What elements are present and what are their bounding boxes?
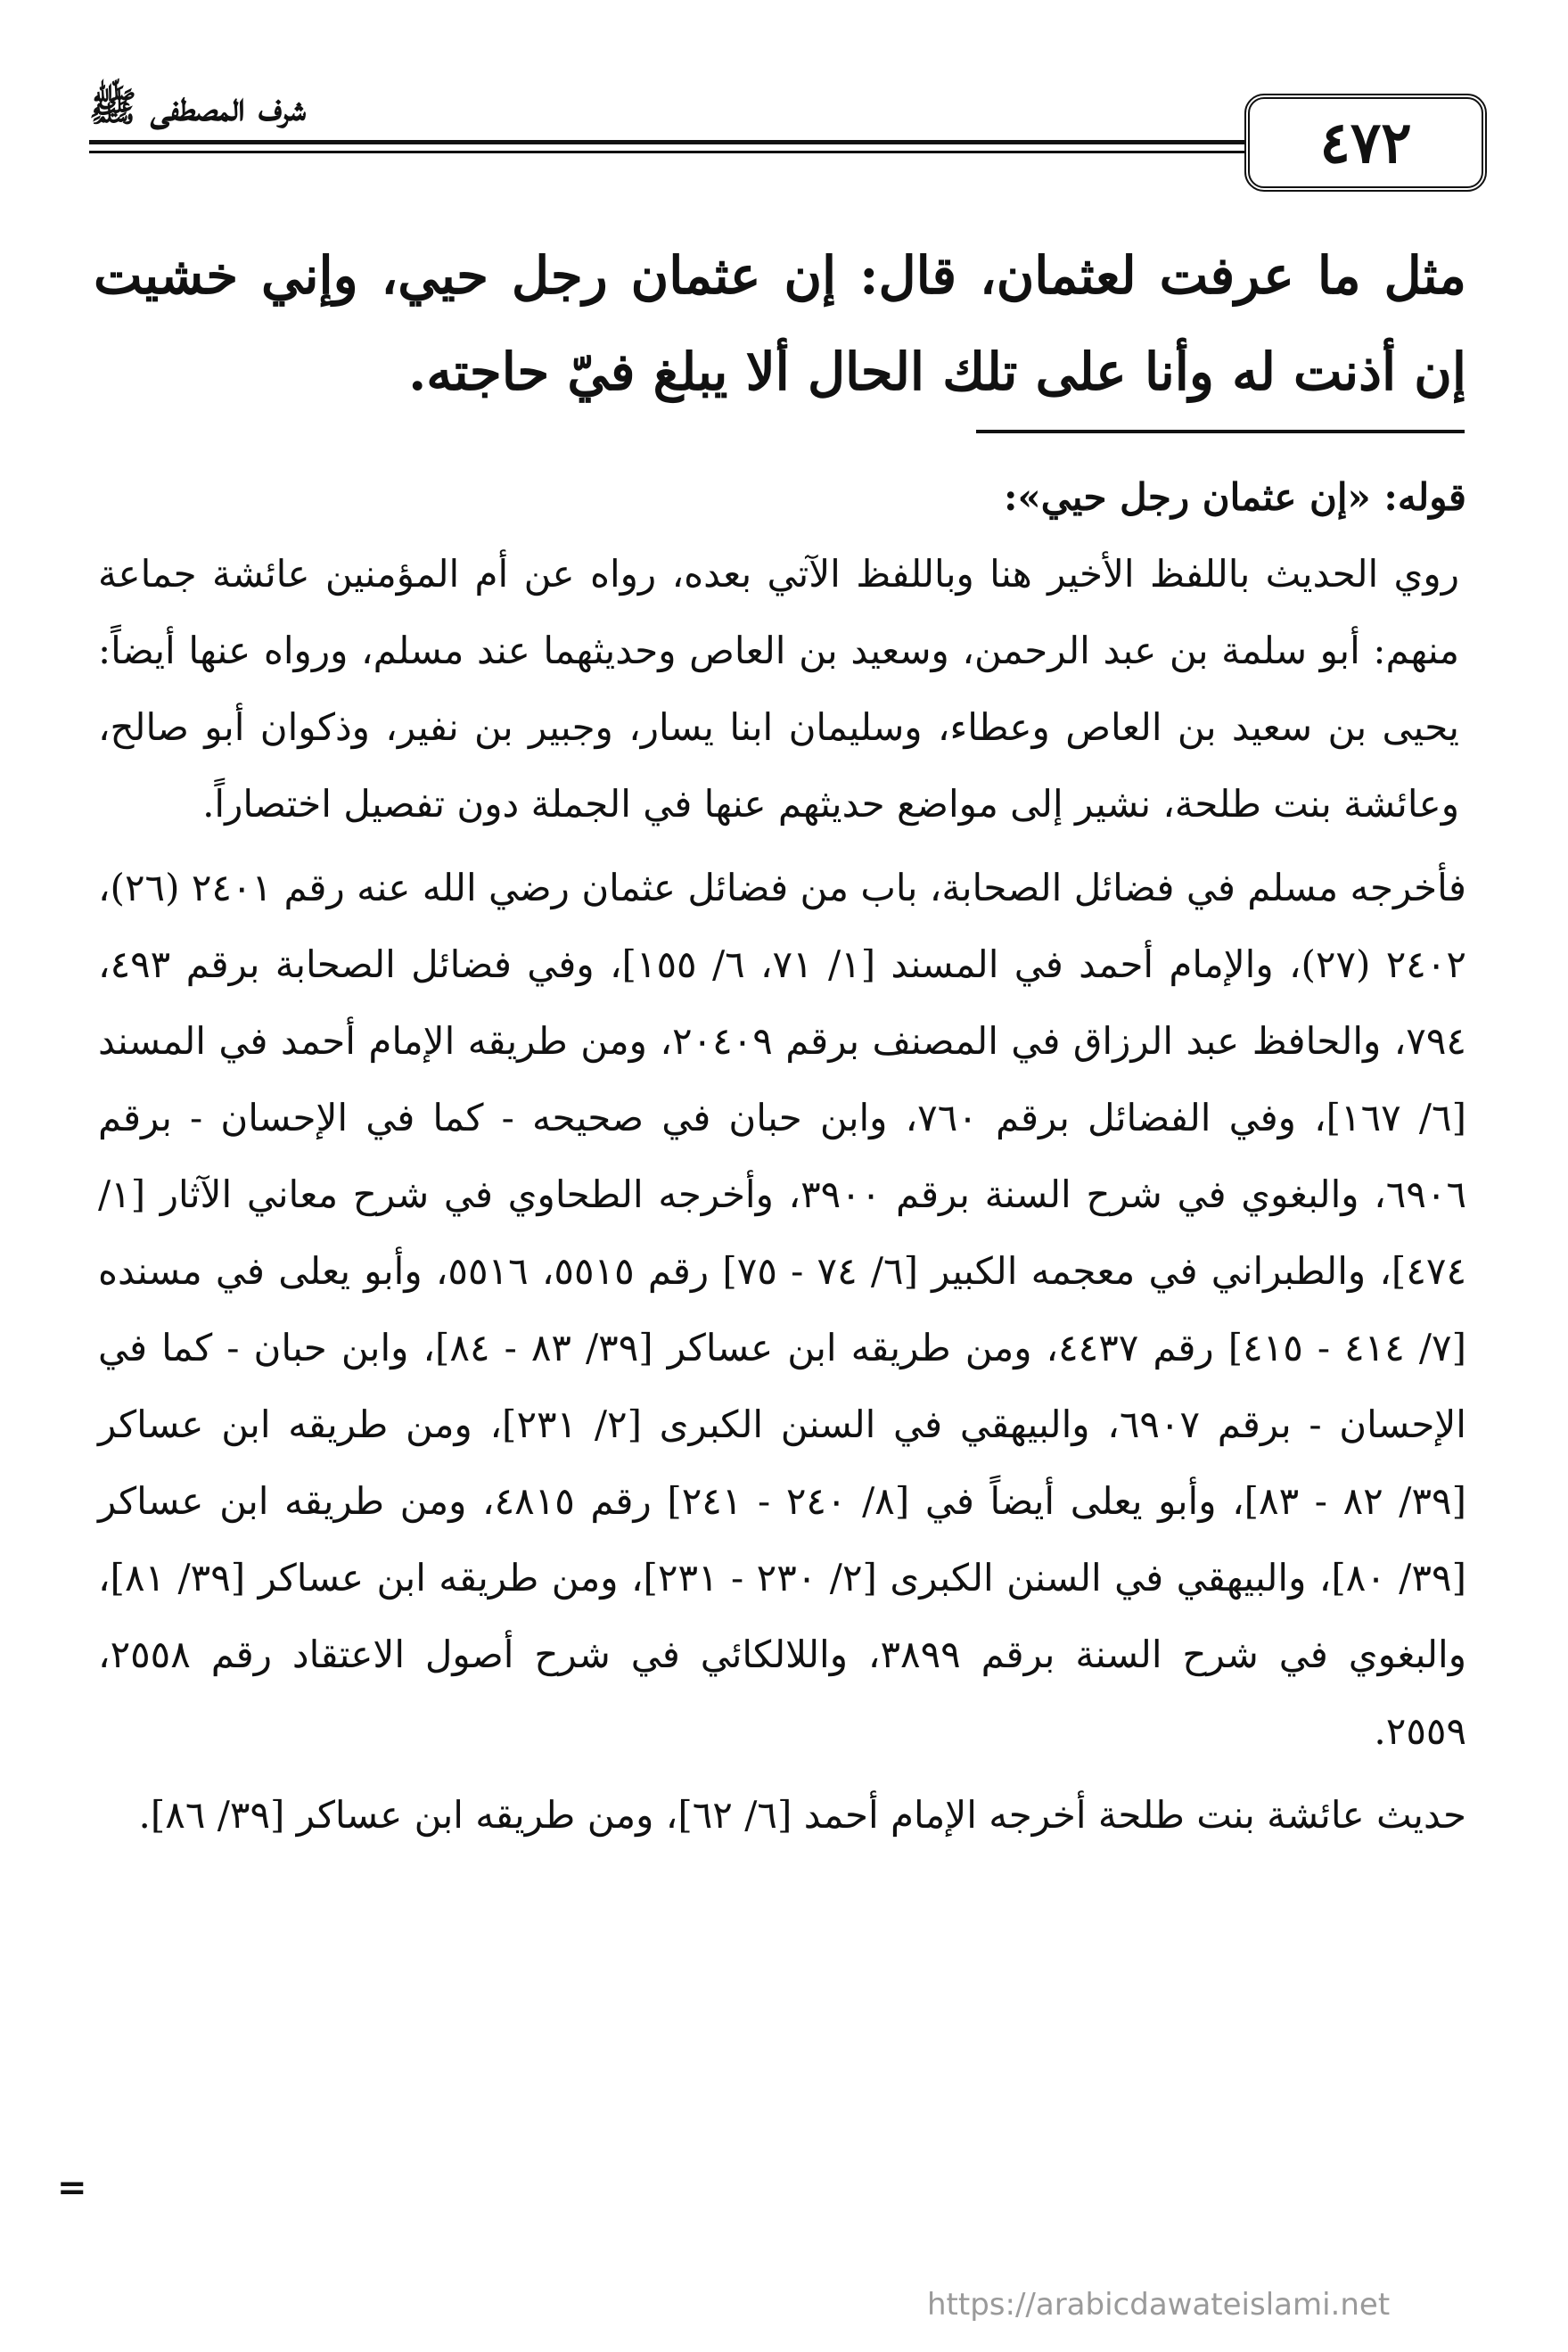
watermark-url: https://arabicdawateislami.net: [927, 2287, 1391, 2323]
footnote-heading: قوله: «إن عثمان رجل حيي»:: [1004, 475, 1466, 519]
page-header: [89, 85, 1480, 183]
main-text: مثل ما عرفت لعثمان، قال: إن عثمان رجل حيي، وإني خشيت إن أذنت له وأنا على تلك الحال ألا يبلغ فيّ حاجته.: [94, 245, 1466, 402]
footnote-paragraph: روي الحديث باللفظ الأخير هنا وباللفظ الآتي بعده، رواه عن أم المؤمنين عائشة جماعة منهم: أبو سلمة بن عبد الرحمن، وسعيد بن العاص وحديثهما عند مسلم، ورواه عنها أيضاً: يحيى بن سعيد بن العاص وعطاء، وسليمان ابنا يسار، وجبير بن نفير، وذكوان أبو صالح، وعائشة بنت طلحة، نشير إلى مواضع حديثهم عنها في الجملة دون تفصيل اختصاراً.: [98, 552, 1459, 826]
footnotes: [98, 459, 1466, 1861]
footnote-paragraph: فأخرجه مسلم في فضائل الصحابة، باب من فضائل عثمان رضي الله عنه رقم ٢٤٠١ (٢٦)، ٢٤٠٢ (٢٧)، والإمام أحمد في المسند [١/ ٧١، ٦/ ١٥٥]، وفي فضائل الصحابة برقم ٤٩٣، ٧٩٤، والحافظ عبد الرزاق في المصنف برقم ٢٠٤٠٩، ومن طريقه الإمام أحمد في المسند [٦/ ١٦٧]، وفي الفضائل برقم ٧٦٠، وابن حبان في صحيحه - كما في الإحسان - برقم ٦٩٠٦، والبغوي في شرح السنة برقم ٣٩٠٠، وأخرجه الطحاوي في شرح معاني الآثار [١/ ٤٧٤]، والطبراني في معجمه الكبير [٦/ ٧٤ - ٧٥] رقم ٥٥١٥، ٥٥١٦، وأبو يعلى في مسنده [٧/ ٤١٤ - ٤١٥] رقم ٤٤٣٧، ومن طريقه ابن عساكر [٣٩/ ٨٣ - ٨٤]، وابن حبان - كما في الإحسان - برقم ٦٩٠٧، والبيهقي في السنن الكبرى [٢/ ٢٣١]، ومن طريقه ابن عساكر [٣٩/ ٨٢ - ٨٣]، وأبو يعلى أيضاً في [٨/ ٢٤٠ - ٢٤١] رقم ٤٨١٥، ومن طريقه ابن عساكر [٣٩/ ٨٠]، والبيهقي في السنن الكبرى [٢/ ٢٣٠ - ٢٣١]، ومن طريقه ابن عساكر [٣٩/ ٨١]، والبغوي في شرح السنة برقم ٣٨٩٩، واللالكائي في شرح أصول الاعتقاد رقم ٢٥٥٨، ٢٥٥٩.: [98, 866, 1467, 1753]
continuation-mark: =: [57, 2167, 87, 2208]
page-number: ٤٧٢: [1244, 94, 1487, 192]
book-title: شرف المصطفى ﷺ: [89, 85, 307, 130]
footnote-paragraph: حديث عائشة بنت طلحة أخرجه الإمام أحمد [٦/ ٦٢]، ومن طريقه ابن عساكر [٣٩/ ٨٦].: [138, 1793, 1466, 1837]
footnote-separator: [976, 430, 1465, 433]
